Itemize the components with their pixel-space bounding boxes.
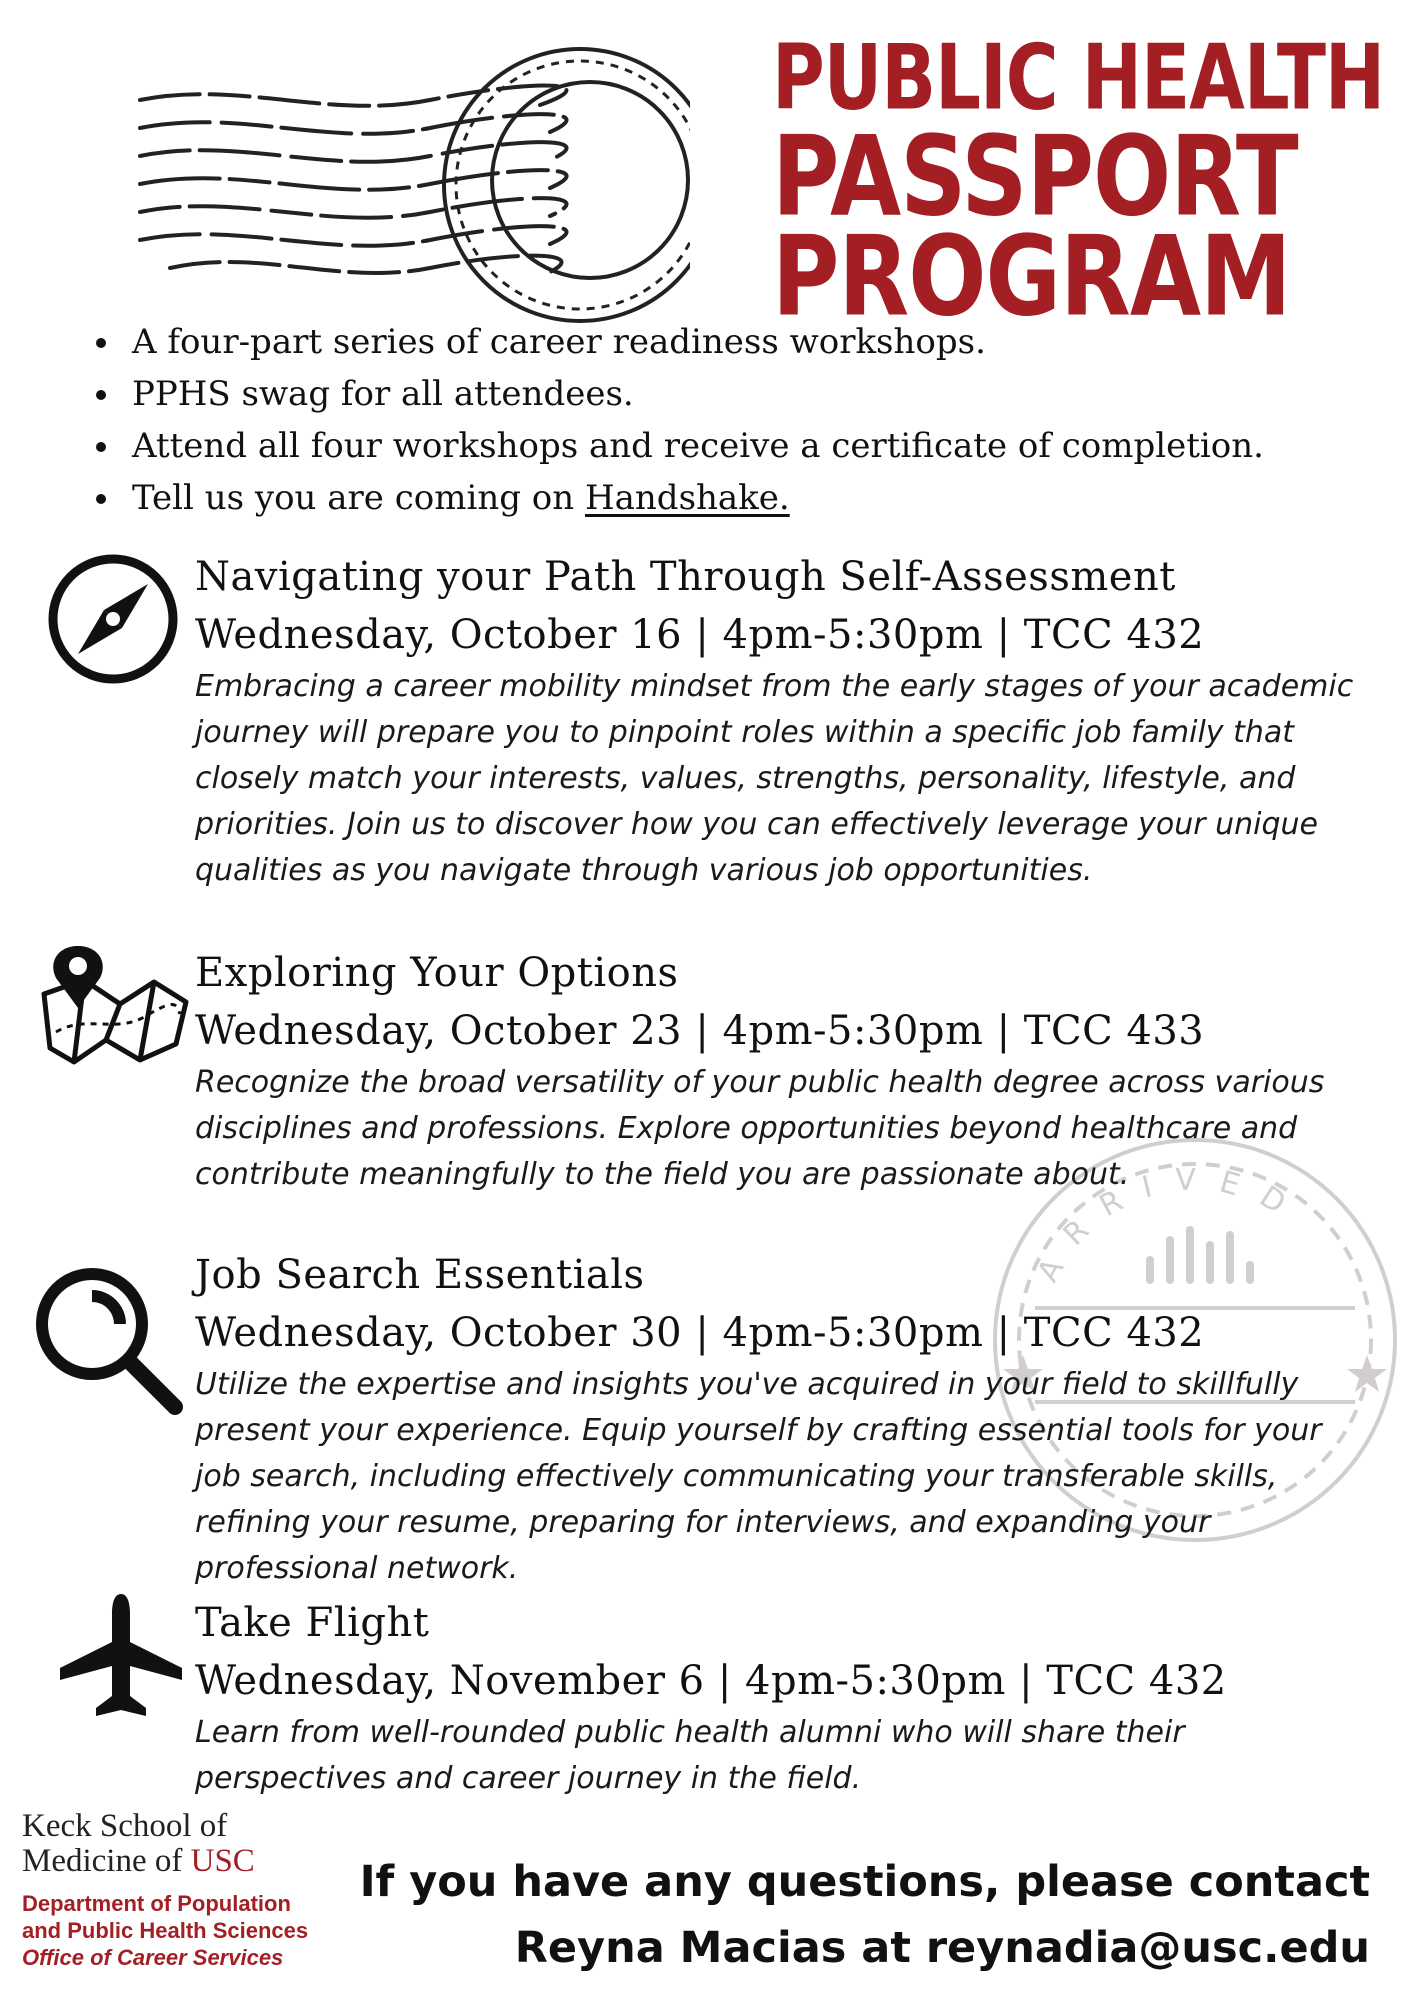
airplane-icon (56, 1590, 186, 1720)
handshake-link[interactable]: Handshake. (584, 478, 790, 518)
keck-logo-line-1: Keck School of (22, 1808, 228, 1844)
magnifier-icon (30, 1262, 185, 1417)
postmark-illustration (130, 40, 690, 330)
office-name: Office of Career Services (22, 1945, 284, 1970)
usc-wordmark: USC (190, 1843, 255, 1879)
session-datetime: Wednesday, November 6 | 4pm-5:30pm | TCC 432 (195, 1658, 1227, 1704)
stamp-text: ARRIVED (1030, 1162, 1311, 1289)
title-line-3: PROGRAM (772, 212, 1291, 341)
highlight-item (92, 368, 1392, 420)
session-2 (195, 944, 1395, 1198)
title-line-1: PUBLIC HEALTH (772, 24, 1385, 130)
session-title: Exploring Your Options (195, 950, 679, 996)
contact-line-2: Reyna Macias at reynadia@usc.edu (514, 1923, 1370, 1973)
session-datetime: Wednesday, October 30 | 4pm-5:30pm | TCC 432 (195, 1310, 1205, 1356)
session-title: Take Flight (195, 1600, 430, 1646)
highlight-text: Attend all four workshops and receive a certificate of completion. (132, 426, 1264, 466)
highlight-text: Tell us you are coming on (132, 478, 585, 518)
session-title: Navigating your Path Through Self-Assessment (195, 554, 1176, 600)
compass-icon (46, 552, 181, 687)
session-datetime: Wednesday, October 23 | 4pm-5:30pm | TCC 433 (195, 1008, 1205, 1054)
highlight-item (92, 316, 1392, 368)
highlight-item (92, 472, 1392, 524)
contact-line-1: If you have any questions, please contact (359, 1857, 1370, 1907)
session-description: Learn from well-rounded public health alumni who will share their perspectives and career journey in the field. (195, 1715, 1185, 1796)
department-line-2: and Public Health Sciences (22, 1918, 309, 1943)
highlight-text: A four-part series of career readiness workshops. (132, 322, 986, 362)
session-datetime: Wednesday, October 16 | 4pm-5:30pm | TCC 432 (195, 612, 1205, 658)
session-title: Job Search Essentials (195, 1252, 645, 1298)
department-line-1: Department of Population (22, 1891, 291, 1916)
program-highlights-list (92, 316, 1392, 524)
session-3 (195, 1246, 1395, 1592)
session-1 (195, 548, 1395, 894)
session-description: Recognize the broad versatility of your public health degree across various disciplines and professions. Explore opportunities beyond healthcare and contribute meaningfully to the field you are passionate about. (195, 1065, 1325, 1192)
highlight-text: PPHS swag for all attendees. (132, 374, 634, 414)
map-pin-icon (36, 944, 191, 1069)
highlight-item (92, 420, 1392, 472)
session-4 (195, 1594, 1395, 1802)
session-description: Embracing a career mobility mindset from the early stages of your academic journey will prepare you to pinpoint roles within a specific job family that closely match your interests, values, strengths, personality, lifestyle, and priorities. Join us to discover how you can effectively leverage your unique qualities as you navigate through various job opportunities. (195, 669, 1354, 888)
session-description: Utilize the expertise and insights you've acquired in your field to skillfully present your experience. Equip yourself by crafting essential tools for your job search, including effectively communicating your transferable skills, refining your resume, preparing for interviews, and expanding your professional network. (195, 1367, 1322, 1586)
keck-logo-line-2 (22, 1843, 255, 1879)
keck-logo-text: Medicine of (22, 1843, 191, 1879)
title-line-2: PASSPORT (772, 112, 1298, 241)
